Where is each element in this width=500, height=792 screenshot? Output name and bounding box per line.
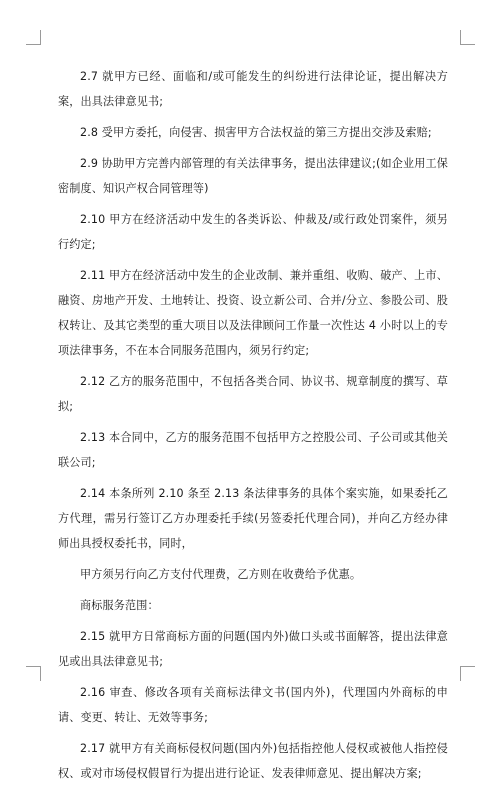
crop-mark-top-left [26,30,41,45]
trademark-section-heading: 商标服务范围： [80,599,159,612]
clause-2-9: 2.9 协助甲方完善内部管理的有关法律事务，提出法律建议;(如企业用工保密制度、知识产权合同管理等) [58,157,448,195]
crop-mark-bottom-right [460,666,475,681]
clause-2-16: 2.16 审查、修改各项有关商标法律文书(国内外)，代理国内外商标的申请、变更、转让、无效等事务; [58,686,448,724]
payment-note: 甲方须另行向乙方支付代理费，乙方则在收费给予优惠。 [80,568,362,581]
clause-2-14: 2.14 本条所列 2.10 条至 2.13 条法律事务的具体个案实施，如果委托乙方代理，需另行签订乙方办理委托手续(另签委托代理合同)，并向乙方经办律师出具授权委托书，同时， [58,487,448,550]
clause-2-7: 2.7 就甲方已经、面临和/或可能发生的纠纷进行法律论证，提出解决方案，出具法律意见书; [58,70,448,108]
clause-2-17: 2.17 就甲方有关商标侵权问题(国内外)包括指控他人侵权或被他人指控侵权、或对市场侵权假冒行为提出进行论证、发表律师意见、提出解决方案; [58,742,448,780]
clause-2-10: 2.10 甲方在经济活动中发生的各类诉讼、仲裁及/或行政处罚案件，须另行约定; [58,213,448,251]
clause-2-13: 2.13 本合同中，乙方的服务范围不包括甲方之控股公司、子公司或其他关联公司; [58,431,448,469]
crop-mark-top-right [460,30,475,45]
document-body [58,64,448,792]
clause-2-11: 2.11 甲方在经济活动中发生的企业改制、兼并重组、收购、破产、上市、融资、房地产开发、土地转让、投资、设立新公司、合并/分立、参股公司、股权转让、及其它类型的重大项目以及法律顾问工作量一次性达 4 小时以上的专项法律事务，不在本合同服务范围内，须另行约定; [58,269,448,357]
crop-mark-bottom-left [26,666,41,681]
clause-2-15: 2.15 就甲方日常商标方面的问题(国内外)做口头或书面解答，提出法律意见或出具法律意见书; [58,630,448,668]
clause-2-8: 2.8 受甲方委托，向侵害、损害甲方合法权益的第三方提出交涉及索赔; [80,126,432,139]
clause-2-12: 2.12 乙方的服务范围中，不包括各类合同、协议书、规章制度的撰写、草拟; [58,375,448,413]
